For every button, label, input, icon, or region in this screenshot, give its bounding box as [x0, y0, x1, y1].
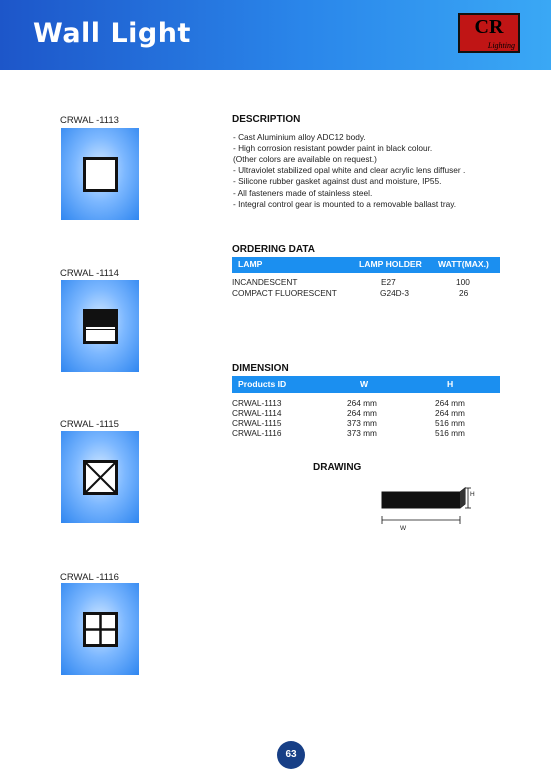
- description-line: (Other colors are available on request.): [233, 154, 377, 164]
- description-line: - Integral control gear is mounted to a removable ballast tray.: [233, 199, 457, 209]
- product-label-1113: CRWAL -1113: [60, 115, 119, 126]
- product-image-1115: [61, 431, 139, 523]
- description-line: - Silicone rubber gasket against dust and moisture, IP55.: [233, 176, 442, 186]
- description-line: - All fasteners made of stainless steel.: [233, 188, 373, 198]
- header-w: W: [360, 379, 369, 389]
- ordering-cell-lamp: INCANDESCENT: [232, 277, 298, 287]
- drawing-title: DRAWING: [313, 462, 362, 473]
- ordering-cell-holder: E27: [381, 277, 396, 287]
- product-label-1116: CRWAL -1116: [60, 572, 119, 583]
- page-header: [0, 0, 551, 70]
- brand-logo: [458, 13, 520, 53]
- dimension-table-header: [232, 376, 500, 393]
- description-title: DESCRIPTION: [232, 114, 301, 125]
- grid-lamp-icon: [83, 612, 118, 647]
- cross-lamp-icon: [83, 460, 118, 495]
- dimension-cell-w: 264 mm: [347, 398, 377, 408]
- header-lamp-holder: LAMP HOLDER: [359, 259, 422, 269]
- header-lamp: LAMP: [238, 259, 263, 269]
- square-lamp-icon: [83, 157, 118, 192]
- dimension-cell-w: 373 mm: [347, 418, 377, 428]
- header-watt: WATT(MAX.): [438, 259, 489, 269]
- ordering-cell-holder: G24D-3: [380, 288, 410, 298]
- description-line: - Ultraviolet stabilized opal white and clear acrylic lens diffuser .: [233, 165, 466, 175]
- dimension-cell-h: 264 mm: [435, 408, 465, 418]
- half-shade-lamp-icon: [83, 309, 118, 344]
- header-h: H: [447, 379, 454, 389]
- description-line: - Cast Aluminium alloy ADC12 body.: [233, 132, 366, 142]
- dimension-cell-h: 516 mm: [435, 428, 465, 438]
- header-product-id: Products ID: [238, 379, 287, 389]
- ordering-cell-lamp: COMPACT FLUORESCENT: [232, 288, 337, 298]
- dimension-title: DIMENSION: [232, 363, 289, 374]
- product-label-1115: CRWAL -1115: [60, 419, 119, 430]
- dimension-cell-id: CRWAL-1115: [232, 418, 282, 428]
- drawing-w-label: W: [400, 525, 407, 532]
- dimension-cell-id: CRWAL-1114: [232, 408, 282, 418]
- ordering-cell-watt: 100: [456, 277, 470, 287]
- product-image-1113: [61, 128, 139, 220]
- dimension-cell-id: CRWAL-1116: [232, 428, 282, 438]
- dimension-cell-w: 264 mm: [347, 408, 377, 418]
- page-title: Wall Light: [33, 18, 191, 49]
- product-image-1116: [61, 583, 139, 675]
- logo-subtext: Lighting: [487, 41, 515, 50]
- drawing-h-label: H: [470, 491, 475, 498]
- ordering-table-header: [232, 257, 500, 273]
- ordering-cell-watt: 26: [459, 288, 469, 298]
- product-label-1114: CRWAL -1114: [60, 268, 119, 279]
- product-image-1114: [61, 280, 139, 372]
- description-line: - High corrosion resistant powder paint in black colour.: [233, 143, 433, 153]
- page-number: 63: [277, 741, 305, 769]
- dimension-cell-w: 373 mm: [347, 428, 377, 438]
- dimension-cell-h: 264 mm: [435, 398, 465, 408]
- ordering-title: ORDERING DATA: [232, 244, 315, 255]
- dimension-cell-id: CRWAL-1113: [232, 398, 282, 408]
- dimension-cell-h: 516 mm: [435, 418, 465, 428]
- logo-mark: CR: [474, 16, 504, 38]
